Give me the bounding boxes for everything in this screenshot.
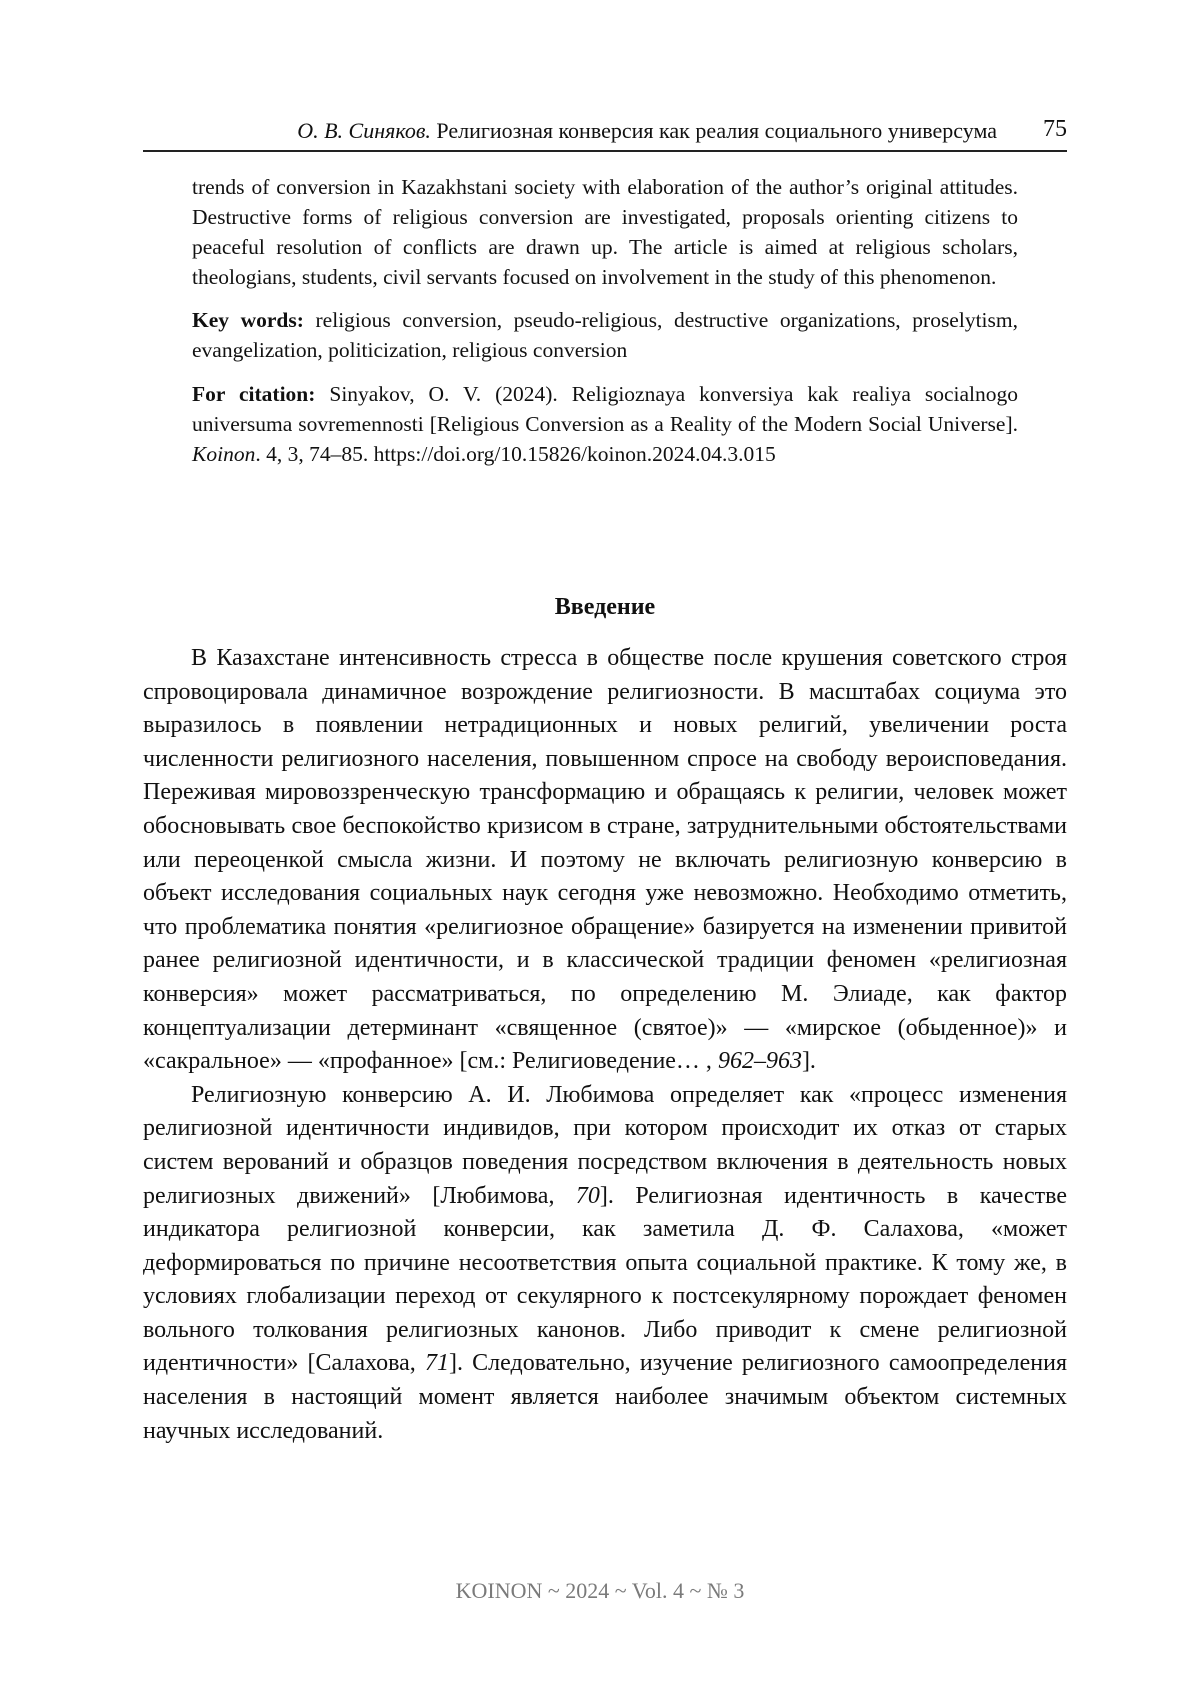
citation-label: For citation: [192,382,315,406]
body-paragraph [143,642,1067,1079]
citation-tail: . 4, 3, 74–85. https://doi.org/10.15826/koinon.2024.04.3.015 [255,442,775,466]
running-head-title [297,118,997,144]
keywords-text: religious conversion, pseudo-religious, destructive organizations, proselytism, evangelization, politicization, religious conversion [192,308,1018,362]
paragraph-text: ]. [802,1048,816,1074]
page-number: 75 [1043,116,1067,143]
journal-footer: KOINON ~ 2024 ~ Vol. 4 ~ № 3 [0,1578,1200,1604]
paragraph-text: В Казахстане интенсивность стресса в обществе после крушения советского строя спровоцировала динамичное возрождение религиозности. В масштабах социума это выразилось в появлении нетрадиционных и новых религий, увеличении роста численности религиозного населения, повышенном спросе на свободу вероисповедания. Переживая мировоззренческую трансформацию и обращаясь к религии, человек может обосновывать свое беспокойство кризисом в стране, затруднительными обстоятельствами или переоценкой смысла жизни. И поэтому не включать религиозную конверсию в объект исследования социальных наук сегодня уже невозможно. Необходимо отметить, что проблематика понятия «религиозное обращение» базируется на изменении привитой ранее религиозной идентичности, и в классической традиции феномен «религиозная конверсия» может рассматриваться, по определению М. Элиаде, как фактор концептуализации детерминант «священное (святое)» — «мирское (обыденное)» и «сакральное» — «профанное» [см.: Религиоведение… , [143,645,1067,1074]
page-reference: 71 [425,1350,449,1376]
paragraph-text: ]. Религиозная идентичность в качестве индикатора религиозной конверсии, как заметила Д. Ф. Салахова, «может деформироваться по причине несоответствия опыта социальной практике. К тому же, в условиях глобализации переход от секулярного к постсекулярному порождает феномен вольного толкования религиозных канонов. Либо приводит к смене религиозной идентичности» [Салахова, [143,1183,1067,1377]
paragraph-text: ]. Следовательно, изучение религиозного самоопределения населения в настоящий момент является наиболее значимым объектом системных научных исследований. [143,1350,1067,1443]
citation-text: Sinyakov, O. V. (2024). Religioznaya konversiya kak realiya socialnogo universuma sovremennosti [Religious Conversion as a Reality of the Modern Social Universe]. [192,382,1018,436]
citation-journal: Koinon [192,442,255,466]
keywords-paragraph [192,305,1018,365]
running-head-article-title: Религиозная конверсия как реалия социального универсума [436,118,997,143]
abstract-continuation: trends of conversion in Kazakhstani society with elaboration of the author’s original attitudes. Destructive forms of religious conversion are investigated, proposals orienting citizens to peaceful resolution of conflicts are drawn up. The article is aimed at religious scholars, theologians, students, civil servants focused on involvement in the study of this phenomenon. [192,172,1018,292]
keywords-label: Key words: [192,308,304,332]
body-text [143,642,1067,1448]
page-reference: 962–963 [718,1048,802,1074]
citation-paragraph [192,379,1018,469]
page-reference: 70 [576,1183,600,1209]
paragraph-text: Религиозную конверсию А. И. Любимова определяет как «процесс изменения религиозной идентичности индивидов, при котором происходит их отказ от старых систем верований и образцов поведения посредством включения в деятельность новых религиозных движений» [Любимова, [143,1082,1067,1209]
running-head-author: О. В. Синяков. [297,118,431,143]
section-title: Введение [143,594,1067,621]
body-paragraph [143,1079,1067,1449]
abstract-block [192,172,1018,469]
running-head [143,114,1067,152]
